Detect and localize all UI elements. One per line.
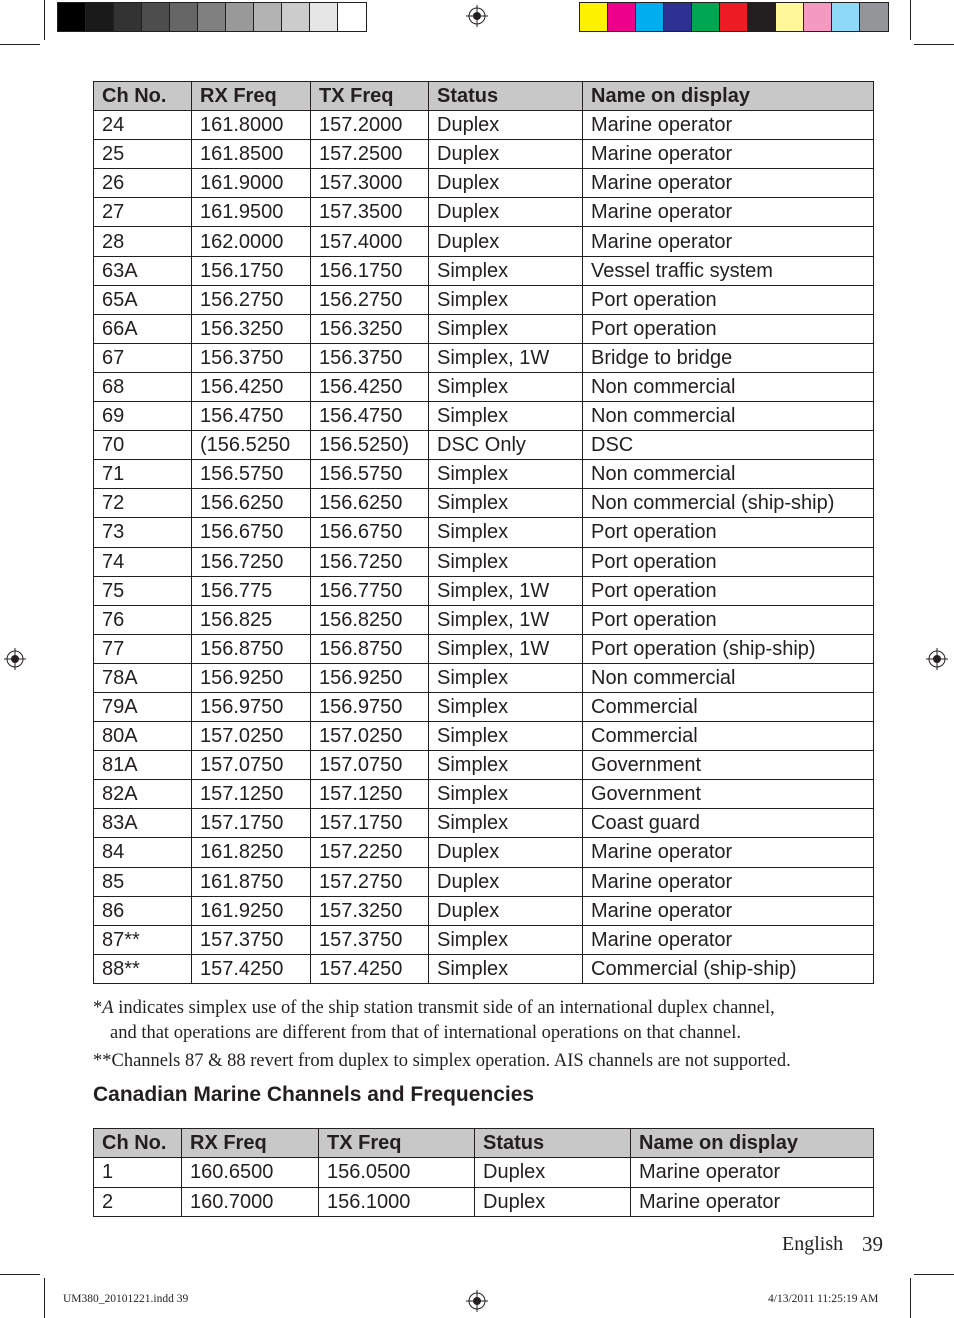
table-row xyxy=(94,431,874,460)
crop-mark xyxy=(44,1278,45,1318)
cell-ch-no: 25 xyxy=(94,140,192,169)
cell-rx-freq: 157.1250 xyxy=(192,780,311,809)
cell-status: DSC Only xyxy=(429,431,583,460)
footnote-letter: A xyxy=(102,998,114,1018)
cell-ch-no: 80A xyxy=(94,722,192,751)
cell-rx-freq: 156.9250 xyxy=(192,663,311,692)
table-row xyxy=(94,867,874,896)
table-row xyxy=(94,372,874,401)
cell-status: Simplex xyxy=(429,809,583,838)
cell-rx-freq: 161.9250 xyxy=(192,896,311,925)
registration-mark-icon xyxy=(926,648,948,670)
header-name-on-display: Name on display xyxy=(631,1129,874,1158)
color-swatch xyxy=(198,3,226,31)
cell-tx-freq: 156.6750 xyxy=(311,518,429,547)
color-swatch-bar xyxy=(579,2,889,32)
cell-name-on-display: Non commercial xyxy=(583,372,874,401)
cell-tx-freq: 157.0250 xyxy=(311,722,429,751)
cell-ch-no: 1 xyxy=(94,1158,182,1187)
grayscale-swatch-bar xyxy=(57,2,367,32)
slug-file-info: UM380_20101221.indd 39 xyxy=(63,1293,189,1305)
table-row xyxy=(94,751,874,780)
cell-tx-freq: 157.1250 xyxy=(311,780,429,809)
cell-ch-no: 69 xyxy=(94,402,192,431)
table-row xyxy=(94,198,874,227)
color-swatch xyxy=(692,3,720,31)
cell-status: Simplex, 1W xyxy=(429,634,583,663)
cell-status: Simplex xyxy=(429,314,583,343)
cell-tx-freq: 156.8750 xyxy=(311,634,429,663)
table-row xyxy=(94,780,874,809)
cell-ch-no: 79A xyxy=(94,692,192,721)
color-swatch xyxy=(282,3,310,31)
cell-status: Simplex, 1W xyxy=(429,576,583,605)
color-swatch xyxy=(636,3,664,31)
cell-name-on-display: Marine operator xyxy=(583,925,874,954)
table-row xyxy=(94,402,874,431)
canada-channel-table xyxy=(93,1128,874,1217)
color-swatch xyxy=(720,3,748,31)
cell-status: Duplex xyxy=(475,1187,631,1216)
cell-rx-freq: 156.3250 xyxy=(192,314,311,343)
cell-name-on-display: Coast guard xyxy=(583,809,874,838)
header-tx-freq: TX Freq xyxy=(319,1129,475,1158)
table-row xyxy=(94,314,874,343)
table-row xyxy=(94,169,874,198)
crop-mark xyxy=(0,44,40,45)
cell-tx-freq: 157.4250 xyxy=(311,954,429,983)
cell-name-on-display: Non commercial xyxy=(583,402,874,431)
cell-name-on-display: Port operation xyxy=(583,518,874,547)
cell-tx-freq: 156.1000 xyxy=(319,1187,475,1216)
cell-ch-no: 84 xyxy=(94,838,192,867)
cell-status: Duplex xyxy=(429,227,583,256)
cell-tx-freq: 156.5750 xyxy=(311,460,429,489)
cell-rx-freq: 156.9750 xyxy=(192,692,311,721)
header-status: Status xyxy=(429,82,583,111)
cell-ch-no: 71 xyxy=(94,460,192,489)
cell-rx-freq: 160.7000 xyxy=(182,1187,319,1216)
table-header-row xyxy=(94,1129,874,1158)
cell-tx-freq: 157.2500 xyxy=(311,140,429,169)
cell-tx-freq: 157.4000 xyxy=(311,227,429,256)
cell-name-on-display: Port operation xyxy=(583,605,874,634)
table-row xyxy=(94,663,874,692)
table-row xyxy=(94,925,874,954)
cell-status: Simplex, 1W xyxy=(429,605,583,634)
header-rx-freq: RX Freq xyxy=(192,82,311,111)
table-row xyxy=(94,896,874,925)
cell-rx-freq: 156.775 xyxy=(192,576,311,605)
cell-ch-no: 24 xyxy=(94,111,192,140)
color-swatch xyxy=(804,3,832,31)
cell-tx-freq: 157.1750 xyxy=(311,809,429,838)
cell-status: Duplex xyxy=(475,1158,631,1187)
cell-name-on-display: Marine operator xyxy=(583,838,874,867)
cell-name-on-display: Non commercial xyxy=(583,460,874,489)
color-swatch xyxy=(86,3,114,31)
cell-rx-freq: 157.3750 xyxy=(192,925,311,954)
table-row xyxy=(94,343,874,372)
cell-name-on-display: Government xyxy=(583,751,874,780)
cell-rx-freq: 156.4250 xyxy=(192,372,311,401)
table-row xyxy=(94,140,874,169)
color-swatch xyxy=(310,3,338,31)
cell-tx-freq: 156.5250) xyxy=(311,431,429,460)
header-name-on-display: Name on display xyxy=(583,82,874,111)
cell-status: Duplex xyxy=(429,169,583,198)
table-row xyxy=(94,1158,874,1187)
cell-status: Simplex xyxy=(429,692,583,721)
table-row xyxy=(94,489,874,518)
cell-name-on-display: Marine operator xyxy=(583,198,874,227)
cell-ch-no: 74 xyxy=(94,547,192,576)
footer-language: English xyxy=(782,1233,844,1255)
cell-status: Simplex xyxy=(429,518,583,547)
cell-tx-freq: 156.2750 xyxy=(311,285,429,314)
table-row xyxy=(94,1187,874,1216)
color-swatch xyxy=(58,3,86,31)
slug-date-info: 4/13/2011 11:25:19 AM xyxy=(768,1293,879,1305)
footnote-simplex xyxy=(93,998,775,1019)
cell-status: Simplex xyxy=(429,256,583,285)
cell-ch-no: 66A xyxy=(94,314,192,343)
cell-name-on-display: Marine operator xyxy=(583,111,874,140)
table-row xyxy=(94,809,874,838)
cell-status: Simplex xyxy=(429,954,583,983)
cell-name-on-display: Bridge to bridge xyxy=(583,343,874,372)
cell-status: Duplex xyxy=(429,896,583,925)
table-row xyxy=(94,518,874,547)
cell-status: Duplex xyxy=(429,838,583,867)
cell-name-on-display: Marine operator xyxy=(583,896,874,925)
cell-status: Simplex xyxy=(429,780,583,809)
cell-ch-no: 68 xyxy=(94,372,192,401)
cell-ch-no: 2 xyxy=(94,1187,182,1216)
cell-tx-freq: 157.3750 xyxy=(311,925,429,954)
cell-rx-freq: 156.6250 xyxy=(192,489,311,518)
cell-ch-no: 77 xyxy=(94,634,192,663)
cell-ch-no: 70 xyxy=(94,431,192,460)
cell-ch-no: 82A xyxy=(94,780,192,809)
color-swatch xyxy=(748,3,776,31)
crop-mark xyxy=(914,44,954,45)
cell-tx-freq: 156.7750 xyxy=(311,576,429,605)
cell-name-on-display: Vessel traffic system xyxy=(583,256,874,285)
cell-status: Duplex xyxy=(429,867,583,896)
cell-tx-freq: 156.4250 xyxy=(311,372,429,401)
cell-name-on-display: Marine operator xyxy=(583,140,874,169)
cell-ch-no: 67 xyxy=(94,343,192,372)
section-heading: Canadian Marine Channels and Frequencies xyxy=(93,1083,535,1106)
cell-name-on-display: Commercial xyxy=(583,722,874,751)
cell-tx-freq: 157.2250 xyxy=(311,838,429,867)
cell-rx-freq: 157.4250 xyxy=(192,954,311,983)
cell-rx-freq: 156.1750 xyxy=(192,256,311,285)
cell-tx-freq: 157.3250 xyxy=(311,896,429,925)
footnote-simplex-line2: and that operations are different from that of international operations on that channel. xyxy=(110,1023,742,1043)
cell-status: Simplex xyxy=(429,722,583,751)
header-tx-freq: TX Freq xyxy=(311,82,429,111)
cell-ch-no: 28 xyxy=(94,227,192,256)
color-swatch xyxy=(142,3,170,31)
cell-name-on-display: Marine operator xyxy=(631,1187,874,1216)
table-row xyxy=(94,285,874,314)
cell-tx-freq: 156.9250 xyxy=(311,663,429,692)
cell-rx-freq: 161.8250 xyxy=(192,838,311,867)
cell-tx-freq: 156.4750 xyxy=(311,402,429,431)
registration-mark-icon xyxy=(466,5,488,27)
color-swatch xyxy=(226,3,254,31)
color-swatch xyxy=(170,3,198,31)
us-channel-table xyxy=(93,81,874,984)
cell-status: Simplex xyxy=(429,751,583,780)
cell-tx-freq: 157.3500 xyxy=(311,198,429,227)
cell-name-on-display: DSC xyxy=(583,431,874,460)
cell-status: Simplex xyxy=(429,489,583,518)
cell-status: Simplex xyxy=(429,460,583,489)
cell-ch-no: 81A xyxy=(94,751,192,780)
cell-rx-freq: 157.1750 xyxy=(192,809,311,838)
color-swatch xyxy=(608,3,636,31)
page-number: 39 xyxy=(862,1232,883,1256)
cell-rx-freq: 161.8500 xyxy=(192,140,311,169)
header-ch-no: Ch No. xyxy=(94,1129,182,1158)
cell-rx-freq: 161.8750 xyxy=(192,867,311,896)
cell-status: Duplex xyxy=(429,111,583,140)
cell-ch-no: 87** xyxy=(94,925,192,954)
cell-tx-freq: 157.2000 xyxy=(311,111,429,140)
cell-tx-freq: 156.1750 xyxy=(311,256,429,285)
table-row xyxy=(94,227,874,256)
table-row xyxy=(94,954,874,983)
cell-rx-freq: 156.8750 xyxy=(192,634,311,663)
cell-name-on-display: Marine operator xyxy=(583,867,874,896)
color-swatch xyxy=(860,3,888,31)
cell-rx-freq: 161.9500 xyxy=(192,198,311,227)
cell-name-on-display: Port operation xyxy=(583,285,874,314)
table-row xyxy=(94,111,874,140)
color-swatch xyxy=(254,3,282,31)
cell-name-on-display: Port operation xyxy=(583,576,874,605)
cell-name-on-display: Marine operator xyxy=(583,169,874,198)
cell-tx-freq: 156.8250 xyxy=(311,605,429,634)
color-swatch xyxy=(832,3,860,31)
cell-status: Simplex xyxy=(429,285,583,314)
cell-ch-no: 72 xyxy=(94,489,192,518)
cell-rx-freq: 157.0750 xyxy=(192,751,311,780)
cell-ch-no: 78A xyxy=(94,663,192,692)
cell-name-on-display: Commercial xyxy=(583,692,874,721)
cell-name-on-display: Marine operator xyxy=(631,1158,874,1187)
cell-rx-freq: 162.0000 xyxy=(192,227,311,256)
cell-name-on-display: Commercial (ship-ship) xyxy=(583,954,874,983)
cell-name-on-display: Non commercial xyxy=(583,663,874,692)
cell-tx-freq: 156.3750 xyxy=(311,343,429,372)
cell-name-on-display: Non commercial (ship-ship) xyxy=(583,489,874,518)
footnote-text: indicates simplex use of the ship station transmit side of an international duplex channel, xyxy=(113,998,775,1018)
cell-rx-freq: 156.5750 xyxy=(192,460,311,489)
table-header-row xyxy=(94,82,874,111)
cell-status: Simplex xyxy=(429,547,583,576)
cell-tx-freq: 157.2750 xyxy=(311,867,429,896)
crop-mark xyxy=(910,0,911,40)
cell-ch-no: 88** xyxy=(94,954,192,983)
cell-ch-no: 73 xyxy=(94,518,192,547)
footnote-star: * xyxy=(93,998,103,1018)
cell-rx-freq: 161.9000 xyxy=(192,169,311,198)
cell-ch-no: 65A xyxy=(94,285,192,314)
cell-status: Simplex xyxy=(429,372,583,401)
table-row xyxy=(94,838,874,867)
cell-name-on-display: Port operation xyxy=(583,547,874,576)
cell-ch-no: 83A xyxy=(94,809,192,838)
cell-rx-freq: 161.8000 xyxy=(192,111,311,140)
table-row xyxy=(94,722,874,751)
cell-status: Simplex xyxy=(429,402,583,431)
table-row xyxy=(94,547,874,576)
header-status: Status xyxy=(475,1129,631,1158)
cell-rx-freq: (156.5250 xyxy=(192,431,311,460)
color-swatch xyxy=(114,3,142,31)
crop-mark xyxy=(910,1278,911,1318)
crop-mark xyxy=(44,0,45,40)
cell-ch-no: 63A xyxy=(94,256,192,285)
table-row xyxy=(94,256,874,285)
cell-status: Duplex xyxy=(429,140,583,169)
crop-mark xyxy=(0,1274,40,1275)
cell-ch-no: 27 xyxy=(94,198,192,227)
cell-status: Simplex xyxy=(429,925,583,954)
crop-mark xyxy=(914,1274,954,1275)
registration-mark-icon xyxy=(466,1290,488,1312)
cell-rx-freq: 156.3750 xyxy=(192,343,311,372)
cell-tx-freq: 156.0500 xyxy=(319,1158,475,1187)
table-row xyxy=(94,605,874,634)
header-ch-no: Ch No. xyxy=(94,82,192,111)
table-row xyxy=(94,634,874,663)
cell-ch-no: 75 xyxy=(94,576,192,605)
cell-tx-freq: 156.6250 xyxy=(311,489,429,518)
registration-mark-icon xyxy=(4,648,26,670)
cell-tx-freq: 157.3000 xyxy=(311,169,429,198)
cell-ch-no: 26 xyxy=(94,169,192,198)
table-row xyxy=(94,576,874,605)
cell-status: Simplex, 1W xyxy=(429,343,583,372)
cell-rx-freq: 156.6750 xyxy=(192,518,311,547)
table-row xyxy=(94,692,874,721)
table-row xyxy=(94,460,874,489)
cell-rx-freq: 157.0250 xyxy=(192,722,311,751)
cell-tx-freq: 156.3250 xyxy=(311,314,429,343)
color-swatch xyxy=(776,3,804,31)
cell-rx-freq: 156.825 xyxy=(192,605,311,634)
cell-tx-freq: 156.9750 xyxy=(311,692,429,721)
color-swatch xyxy=(338,3,366,31)
cell-rx-freq: 156.2750 xyxy=(192,285,311,314)
header-rx-freq: RX Freq xyxy=(182,1129,319,1158)
cell-status: Duplex xyxy=(429,198,583,227)
cell-rx-freq: 156.7250 xyxy=(192,547,311,576)
footnote-channels-87-88: **Channels 87 & 88 revert from duplex to simplex operation. AIS channels are not supported. xyxy=(93,1051,791,1071)
cell-status: Simplex xyxy=(429,663,583,692)
cell-name-on-display: Government xyxy=(583,780,874,809)
cell-ch-no: 86 xyxy=(94,896,192,925)
cell-tx-freq: 156.7250 xyxy=(311,547,429,576)
cell-name-on-display: Marine operator xyxy=(583,227,874,256)
cell-tx-freq: 157.0750 xyxy=(311,751,429,780)
cell-ch-no: 85 xyxy=(94,867,192,896)
color-swatch xyxy=(664,3,692,31)
cell-rx-freq: 160.6500 xyxy=(182,1158,319,1187)
cell-rx-freq: 156.4750 xyxy=(192,402,311,431)
cell-ch-no: 76 xyxy=(94,605,192,634)
color-swatch xyxy=(580,3,608,31)
cell-name-on-display: Port operation xyxy=(583,314,874,343)
cell-name-on-display: Port operation (ship-ship) xyxy=(583,634,874,663)
